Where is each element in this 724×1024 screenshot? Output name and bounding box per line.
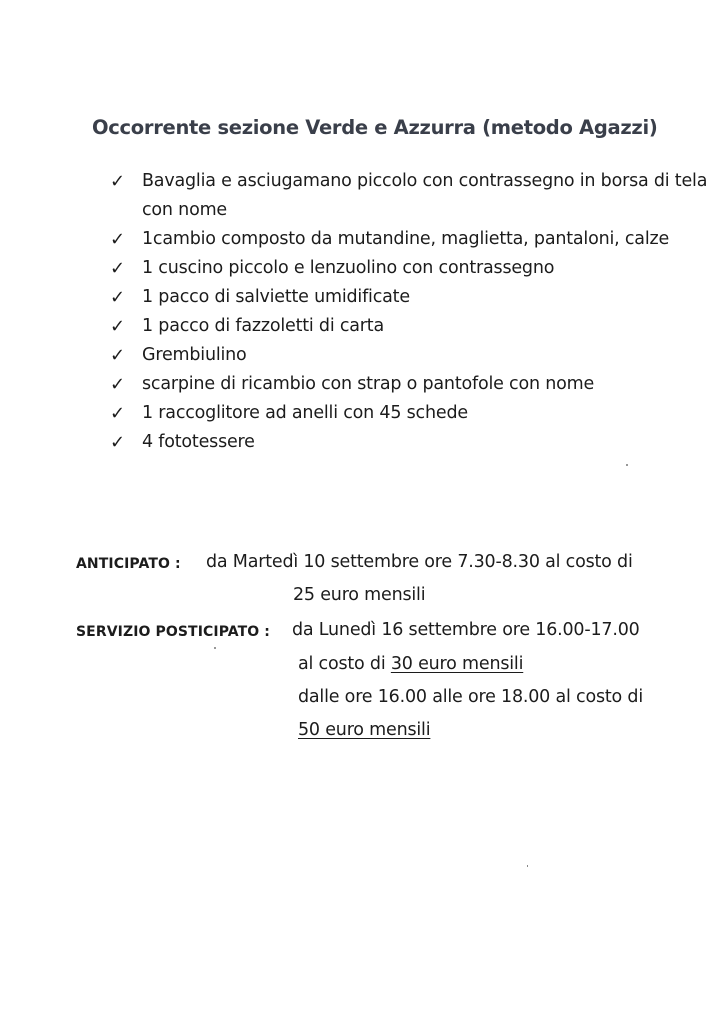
check-mark-icon: ✓ xyxy=(110,403,125,424)
posticipato-extended-cost: 50 euro mensili xyxy=(298,720,431,740)
document-title: Occorrente sezione Verde e Azzurra (metodo Agazzi) xyxy=(92,116,658,139)
checklist-item xyxy=(110,341,710,370)
checklist-item-text: Grembiulino xyxy=(142,345,247,365)
checklist-item xyxy=(110,225,710,254)
check-mark-icon: ✓ xyxy=(110,316,125,337)
anticipato-label: ANTICIPATO : xyxy=(76,556,181,572)
checklist-item xyxy=(110,399,710,428)
check-mark-icon: ✓ xyxy=(110,287,125,308)
checklist-item xyxy=(110,370,710,399)
check-mark-icon: ✓ xyxy=(110,345,125,366)
scan-speck xyxy=(214,647,216,649)
checklist-item xyxy=(110,254,710,283)
scan-speck xyxy=(626,464,628,466)
check-mark-icon: ✓ xyxy=(110,258,125,279)
checklist-item-text: 1 cuscino piccolo e lenzuolino con contrassegno xyxy=(142,258,555,278)
checklist-item xyxy=(110,283,710,312)
checklist-item-text: 1 raccoglitore ad anelli con 45 schede xyxy=(142,403,468,423)
posticipato-schedule: da Lunedì 16 settembre ore 16.00-17.00 xyxy=(292,620,640,640)
anticipato-schedule: da Martedì 10 settembre ore 7.30-8.30 al costo di xyxy=(206,552,633,572)
checklist-item xyxy=(110,167,710,225)
check-mark-icon: ✓ xyxy=(110,229,125,250)
posticipato-cost-prefix: al costo di xyxy=(298,654,391,674)
checklist-item-text: 1 pacco di salviette umidificate xyxy=(142,287,410,307)
checklist-item xyxy=(110,428,710,457)
posticipato-cost-line xyxy=(298,654,523,674)
posticipato-label: SERVIZIO POSTICIPATO : xyxy=(76,624,270,640)
posticipato-cost-underlined: 30 euro mensili xyxy=(390,654,524,674)
check-mark-icon: ✓ xyxy=(110,374,125,395)
checklist-item-text: Bavaglia e asciugamano piccolo con contrassegno in borsa di tela con nome xyxy=(142,171,708,220)
scan-speck xyxy=(527,865,528,867)
checklist-item xyxy=(110,312,710,341)
checklist-item-text: 1cambio composto da mutandine, maglietta, pantaloni, calze xyxy=(142,229,670,249)
posticipato-extended-schedule: dalle ore 16.00 alle ore 18.00 al costo di xyxy=(298,687,643,707)
checklist-item-text: scarpine di ricambio con strap o pantofole con nome xyxy=(142,374,595,394)
check-mark-icon: ✓ xyxy=(110,432,125,453)
checklist-item-text: 4 fototessere xyxy=(142,432,255,452)
checklist-item-text: 1 pacco di fazzoletti di carta xyxy=(142,316,384,336)
supplies-checklist xyxy=(110,167,710,457)
anticipato-cost: 25 euro mensili xyxy=(293,585,426,605)
check-mark-icon: ✓ xyxy=(110,171,125,192)
